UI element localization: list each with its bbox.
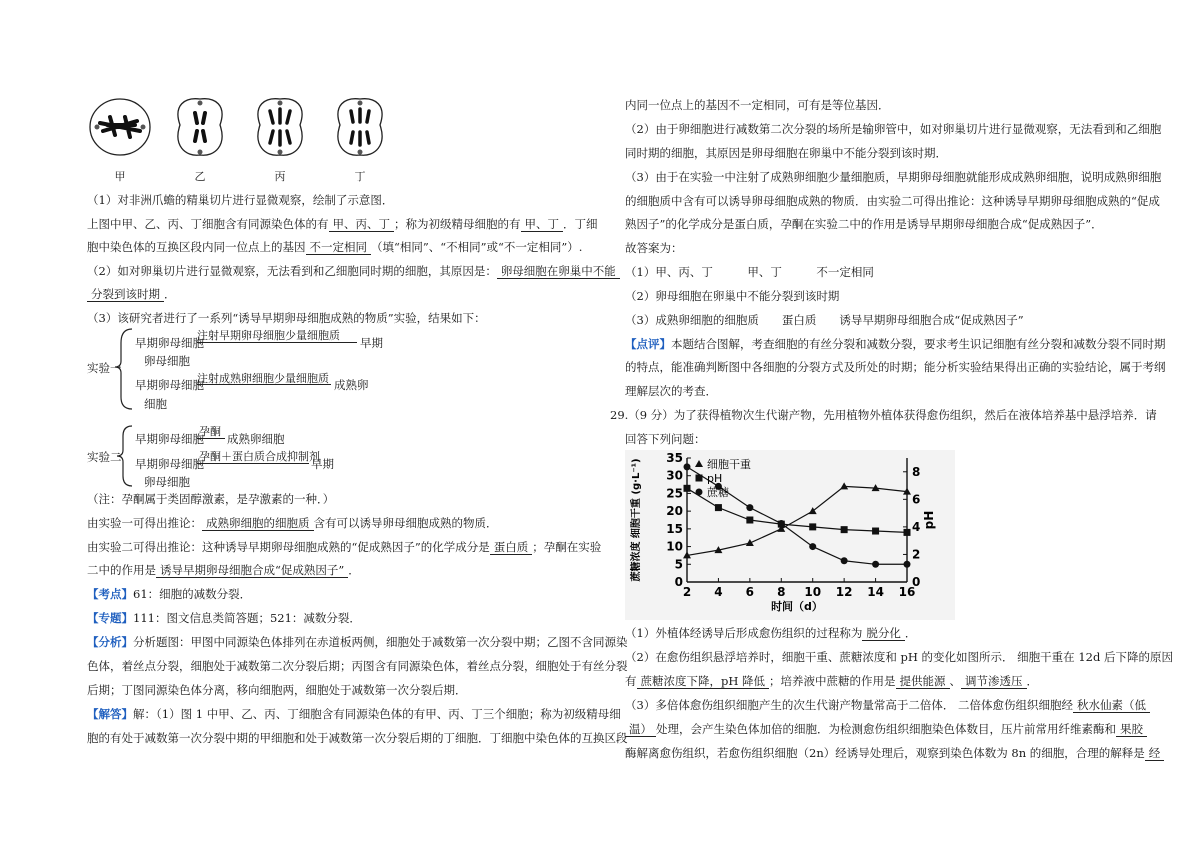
exp2-row2-start: 早期卵母细胞 bbox=[135, 457, 204, 471]
q3-text: （3）该研究者进行了一系列“诱导早期卵母细胞成熟的物质”实验，结果如下： bbox=[87, 311, 486, 325]
y-tick-label: 5 bbox=[674, 557, 683, 572]
answer-inference-2: 蛋白质 bbox=[490, 540, 533, 555]
y-tick-label: 35 bbox=[666, 451, 683, 465]
right-line-1: 内同一位点上的基因不一定相同，可有是等位基因． bbox=[625, 98, 890, 112]
x-axis-label: 时间（d） bbox=[771, 600, 823, 613]
answer-explain-2: 胞的有处于减数第一次分裂中期的甲细胞和处于减数第一次分裂后期的丁细胞．丁细胞中染色体的互换区段 bbox=[87, 731, 628, 745]
answer-dedifferentiation: 脱分化 bbox=[862, 626, 905, 641]
s3-line-1: （3）多倍体愈伤组织细胞产生的次生代谢产物量常高于二倍体． 二倍体愈伤组织细胞经 秋水仙素（低 bbox=[625, 698, 1150, 712]
cell-label-ding: 丁 bbox=[354, 170, 366, 183]
exp1-row2-arrow bbox=[197, 384, 331, 385]
point-sucrose bbox=[904, 561, 911, 568]
right-line-3: 同时期的细胞，其原因是卵母细胞在卵巢中不能分裂到该时期． bbox=[625, 146, 947, 160]
topic: 【专题】111：图文信息类简答题；521：减数分裂． bbox=[87, 611, 361, 625]
answer-primary-spermatocyte: 甲、丁 bbox=[521, 217, 564, 232]
inference-1: 由实验一可得出推论： 成熟卵细胞的细胞质 含有可以诱导卵母细胞成熟的物质． bbox=[87, 516, 498, 530]
y-right-tick-label: 0 bbox=[912, 575, 921, 589]
legend-marker bbox=[695, 460, 703, 467]
exp1-row2-arrow-label: 注射成熟卵细胞少量细胞质 bbox=[197, 372, 329, 385]
exp2-label: 实验二 bbox=[87, 450, 122, 464]
s1-line: （1）外植体经诱导后形成愈伤组织的过程称为 脱分化 ． bbox=[625, 626, 917, 640]
answer-explanation: 经 bbox=[1145, 746, 1165, 761]
answer-explain-1: 【解答】解：（1）图 1 中甲、乙、丙、丁细胞含有同源染色体的有甲、丙、丁三个细胞；称为初级精母细 bbox=[87, 707, 621, 721]
comment-3: 理解层次的考查． bbox=[625, 384, 717, 398]
analysis-3: 后期；丁图同源染色体分离，移向细胞两，细胞处于减数第一次分裂后期． bbox=[87, 683, 467, 697]
exp1-row1-arrow bbox=[197, 342, 357, 343]
x-tick-label: 12 bbox=[835, 585, 853, 599]
analysis-2: 色体，着丝点分裂，细胞处于减数第二次分裂后期；丙图含有同源染色体，着丝点分裂，细胞处于有丝分裂 bbox=[87, 659, 628, 673]
exp2-row2-end2: 卵母细胞 bbox=[144, 475, 190, 489]
exp1-row2-start: 早期卵母细胞 bbox=[135, 378, 204, 392]
cell-label-jia: 甲 bbox=[114, 170, 126, 183]
note-text: （注：孕酮属于类固醇激素，是孕激素的一种．） bbox=[87, 492, 335, 506]
x-tick-label: 14 bbox=[867, 585, 884, 599]
legend-label: pH bbox=[707, 472, 723, 485]
cell-yi-diagram bbox=[178, 99, 222, 156]
legend-label: 蔗糖 bbox=[707, 486, 729, 499]
exp2-row1-start: 早期卵母细胞 bbox=[135, 432, 204, 446]
comment-1: 【点评】本题结合图解，考查细胞的有丝分裂和减数分裂，要求考生识记细胞有丝分裂和减数分裂不同时期 bbox=[625, 337, 1166, 351]
answer-inference-1: 成熟卵细胞的细胞质 bbox=[202, 516, 314, 531]
analysis-1: 【分析】分析题图：甲图中同源染色体排列在赤道板两侧，细胞处于减数第一次分裂中期；乙图不含同源染 bbox=[87, 635, 628, 649]
cell-label-bing: 丙 bbox=[274, 170, 286, 183]
answer-q2-part2: 分裂到该时期 bbox=[87, 287, 164, 302]
point-ph bbox=[872, 528, 879, 535]
x-tick-label: 2 bbox=[682, 585, 692, 599]
inference-2: 由实验二可得出推论：这种诱导早期卵母细胞成熟的“促成熟因子”的化学成分是 蛋白质 ；孕酮在实验 bbox=[87, 540, 602, 554]
right-line-5: 的细胞质中含有可以诱导卵母细胞成熟的物质．由实验二可得出推论：这种诱导早期卵母细胞成熟的“促成 bbox=[625, 194, 1160, 208]
y-right-tick-label: 4 bbox=[912, 519, 921, 534]
point-ph bbox=[746, 517, 753, 524]
answer-colchicine: 秋水仙素（低 bbox=[1073, 698, 1150, 713]
point-sucrose bbox=[841, 557, 848, 564]
exp2-row1-arrow bbox=[197, 438, 225, 439]
y-tick-label: 25 bbox=[666, 486, 683, 501]
s2-line-1: （2）在愈伤组织悬浮培养时，细胞干重、蔗糖浓度和 pH 的变化如图所示． 细胞干重在 12d 后下降的原因 bbox=[625, 650, 1173, 664]
y-axis-label: 蔗糖浓度 细胞干重 (g·L⁻¹) bbox=[631, 458, 642, 582]
legend-marker bbox=[696, 475, 703, 482]
point-dry-weight bbox=[746, 539, 754, 546]
point-ph bbox=[841, 526, 848, 533]
exp2-row1-end: 成熟卵细胞 bbox=[227, 432, 285, 446]
answer-q2-part1: 卵母细胞在卵巢中不能 bbox=[497, 264, 620, 279]
point-dry-weight bbox=[840, 482, 848, 489]
q1-text: （1）对非洲爪蟾的精巢切片进行显微观察，绘制了示意图． bbox=[87, 193, 394, 207]
exp2-row2-arrow bbox=[197, 463, 309, 464]
q2-line-2: 分裂到该时期 ． bbox=[87, 287, 176, 301]
point-sucrose bbox=[872, 561, 879, 568]
point-ph bbox=[809, 523, 816, 530]
y-tick-label: 20 bbox=[666, 504, 683, 519]
legend-label: 细胞干重 bbox=[707, 458, 751, 471]
answer-dry-weight-reason: 蔗糖浓度下降，pH 降低 bbox=[637, 674, 770, 689]
experiment-2 bbox=[87, 420, 487, 495]
meiosis-cell-diagrams bbox=[85, 95, 395, 175]
s2-line-2: 有 蔗糖浓度下降，pH 降低 ；培养液中蔗糖的作用是 提供能源 、 调节渗透压 ． bbox=[625, 674, 1039, 688]
experiment-1 bbox=[87, 325, 487, 415]
y-tick-label: 30 bbox=[666, 468, 683, 483]
cell-bing-diagram bbox=[258, 99, 302, 156]
exp2-row2-end: 早期 bbox=[311, 457, 334, 471]
final-answer-1: （1）甲、丙、丁 甲、丁 不一定相同 bbox=[625, 265, 874, 279]
exp1-label: 实验一 bbox=[87, 361, 122, 375]
x-tick-label: 6 bbox=[745, 585, 755, 599]
x-tick-label: 4 bbox=[714, 585, 723, 599]
cell-ding-diagram bbox=[338, 99, 382, 156]
y-tick-label: 0 bbox=[674, 575, 683, 589]
y-tick-label: 15 bbox=[666, 521, 683, 536]
right-line-7: 故答案为： bbox=[625, 241, 683, 255]
answer-homologous: 甲、丙、丁 bbox=[329, 217, 395, 232]
legend-marker bbox=[696, 489, 703, 496]
point-sucrose bbox=[778, 520, 785, 527]
final-answer-2: （2）卵母细胞在卵巢中不能分裂到该时期 bbox=[625, 289, 840, 303]
y-tick-label: 10 bbox=[666, 539, 683, 554]
s3-line-3: 酶解离愈伤组织，若愈伤组织细胞（2n）经诱导处理后，观察到染色体数为 8n 的细胞，合理的解释是 经 bbox=[625, 746, 1164, 760]
y-right-axis-label: pH bbox=[922, 510, 936, 530]
point-sucrose bbox=[746, 504, 753, 511]
exp1-row1-end: 早期 bbox=[360, 336, 383, 350]
x-tick-label: 10 bbox=[804, 585, 822, 599]
right-line-4: （3）由于在实验一中注射了成熟卵细胞少量细胞质，早期卵母细胞就能形成成熟卵细胞，说明成熟卵细胞 bbox=[625, 170, 1162, 184]
y-right-tick-label: 8 bbox=[912, 464, 921, 479]
point-ph bbox=[684, 485, 691, 492]
exp2-row2-arrow-label: 孕酮＋蛋白质合成抑制剂 bbox=[199, 450, 320, 463]
knowledge-point: 【考点】61：细胞的减数分裂． bbox=[87, 587, 252, 601]
answer-pectinase: 果胶 bbox=[1116, 722, 1147, 737]
exp1-row2-end: 成熟卵 bbox=[334, 378, 369, 392]
right-line-2: （2）由于卵细胞进行减数第二次分裂的场所是输卵管中，如对卵巢切片进行显微观察，无法看到和乙细胞 bbox=[625, 122, 1162, 136]
y-right-tick-label: 2 bbox=[912, 547, 921, 562]
q2-line: （2）如对卵巢切片进行显微观察，无法看到和乙细胞同时期的细胞，其原因是： 卵母细胞在卵巢中不能 bbox=[87, 264, 620, 278]
right-line-6: 熟因子”的化学成分是蛋白质，孕酮在实验二中的作用是诱导早期卵母细胞合成“促成熟因子”． bbox=[625, 217, 1103, 231]
s3-line-2: 温） 处理，会产生染色体加倍的细胞．为检测愈伤组织细胞染色体数目，压片前常用纤维素酶和 果胶 bbox=[625, 722, 1147, 736]
answer-inference-3: 诱导早期卵母细胞合成“促成熟因子” bbox=[156, 563, 348, 578]
q1a-line: 上图中甲、乙、丙、丁细胞含有同源染色体的有 甲、丙、丁 ；称为初级精母细胞的有 甲、丁 ．丁细 bbox=[87, 217, 598, 231]
right-column bbox=[600, 0, 1200, 848]
point-sucrose bbox=[684, 463, 691, 470]
y-right-tick-label: 6 bbox=[912, 492, 921, 507]
q29-line-1: 29.（9 分）为了获得植物次生代谢产物，先用植物外植体获得愈伤组织，然后在液体培养基中悬浮培养．请 bbox=[610, 408, 1157, 422]
answer-low-temp: 温） bbox=[625, 722, 656, 737]
inference-3: 二中的作用是 诱导早期卵母细胞合成“促成熟因子” ． bbox=[87, 563, 360, 577]
point-ph bbox=[904, 529, 911, 536]
x-tick-label: 16 bbox=[898, 585, 916, 599]
exp1-row2-end2: 细胞 bbox=[144, 397, 167, 411]
x-tick-label: 8 bbox=[777, 585, 786, 599]
point-sucrose bbox=[809, 543, 816, 550]
culture-chart bbox=[625, 450, 955, 620]
point-ph bbox=[715, 504, 722, 511]
answer-sucrose-role-2: 调节渗透压 bbox=[961, 674, 1027, 689]
cell-jia-diagram bbox=[90, 99, 150, 155]
final-answer-3: （3）成熟卵细胞的细胞质 蛋白质 诱导早期卵母细胞合成“促成熟因子” bbox=[625, 313, 1024, 327]
answer-gene-same: 不一定相同 bbox=[306, 240, 372, 255]
exp1-row1-end2: 卵母细胞 bbox=[144, 354, 190, 368]
exp1-row1-arrow-label: 注射早期卵母细胞少量细胞质 bbox=[197, 329, 340, 342]
comment-2: 的特点，能准确判断图中各细胞的分裂方式及所处的时期；能分析实验结果得出正确的实验结论，属于考纲 bbox=[625, 360, 1166, 374]
exp2-row1-arrow-label: 孕酮 bbox=[199, 425, 221, 438]
answer-sucrose-role-1: 提供能源 bbox=[896, 674, 950, 689]
q29-line-2: 回答下列问题： bbox=[625, 432, 706, 446]
exp1-row1-start: 早期卵母细胞 bbox=[135, 336, 204, 350]
cell-label-yi: 乙 bbox=[194, 170, 206, 183]
q1b-line: 胞中染色体的互换区段内同一位点上的基因 不一定相同 （填“相同”、“不相同”或“不一定相同”）. bbox=[87, 240, 583, 254]
